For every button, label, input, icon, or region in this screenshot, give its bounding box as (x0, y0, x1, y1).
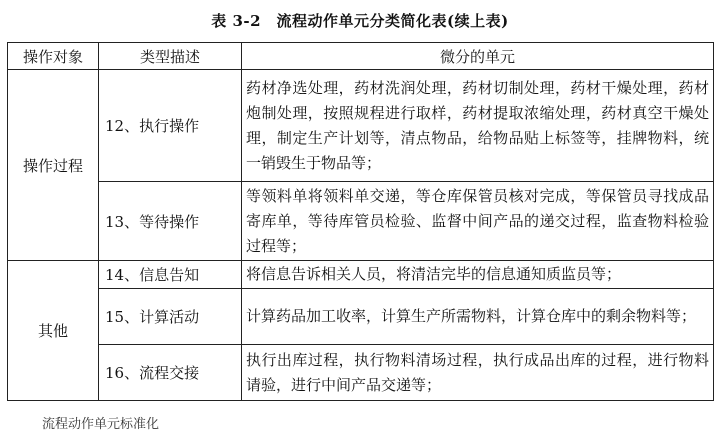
row-desc: 计算药品加工收率，计算生产所需物料，计算仓库中的剩余物料等； (242, 289, 714, 345)
row-type: 12、执行操作 (99, 70, 242, 182)
table-row (8, 261, 714, 289)
row-type: 15、计算活动 (99, 289, 242, 345)
row-type: 13、等待操作 (99, 182, 242, 261)
row-desc: 等领料单将领料单交递，等仓库保管员核对完成，等保管员寻找成品寄库单，等待库管员检验、监督中间产品的递交过程，监查物料检验过程等； (242, 182, 714, 261)
table-row (8, 289, 714, 345)
action-unit-table (7, 42, 714, 401)
row-desc: 执行出库过程，执行物料清场过程，执行成品出库的过程，进行物料请验，进行中间产品交递等； (242, 345, 714, 401)
table-caption: 表 3-2 流程动作单元分类简化表(续上表) (211, 12, 509, 30)
table-row (8, 182, 714, 261)
header-differential-unit: 微分的单元 (242, 43, 714, 70)
row-type: 16、流程交接 (99, 345, 242, 401)
table-row (8, 345, 714, 401)
table-row (8, 70, 714, 182)
cut-off-footer-text: 流程动作单元标准化 (42, 417, 160, 432)
group-operation-process: 操作过程 (8, 70, 99, 261)
group-other: 其他 (8, 261, 99, 401)
row-type: 14、信息告知 (99, 261, 242, 289)
row-desc: 将信息告诉相关人员，将清洁完毕的信息通知质监员等； (242, 261, 714, 289)
header-row (8, 43, 714, 70)
header-type-description: 类型描述 (99, 43, 242, 70)
header-operation-object: 操作对象 (8, 43, 99, 70)
row-desc: 药材净选处理，药材洗润处理，药材切制处理，药材干燥处理，药材炮制处理，按照规程进行取样，药材提取浓缩处理，药材真空干燥处理，制定生产计划等，清点物品，给物品贴上标签等，挂牌物料，统一销毁生于物品等； (242, 70, 714, 182)
